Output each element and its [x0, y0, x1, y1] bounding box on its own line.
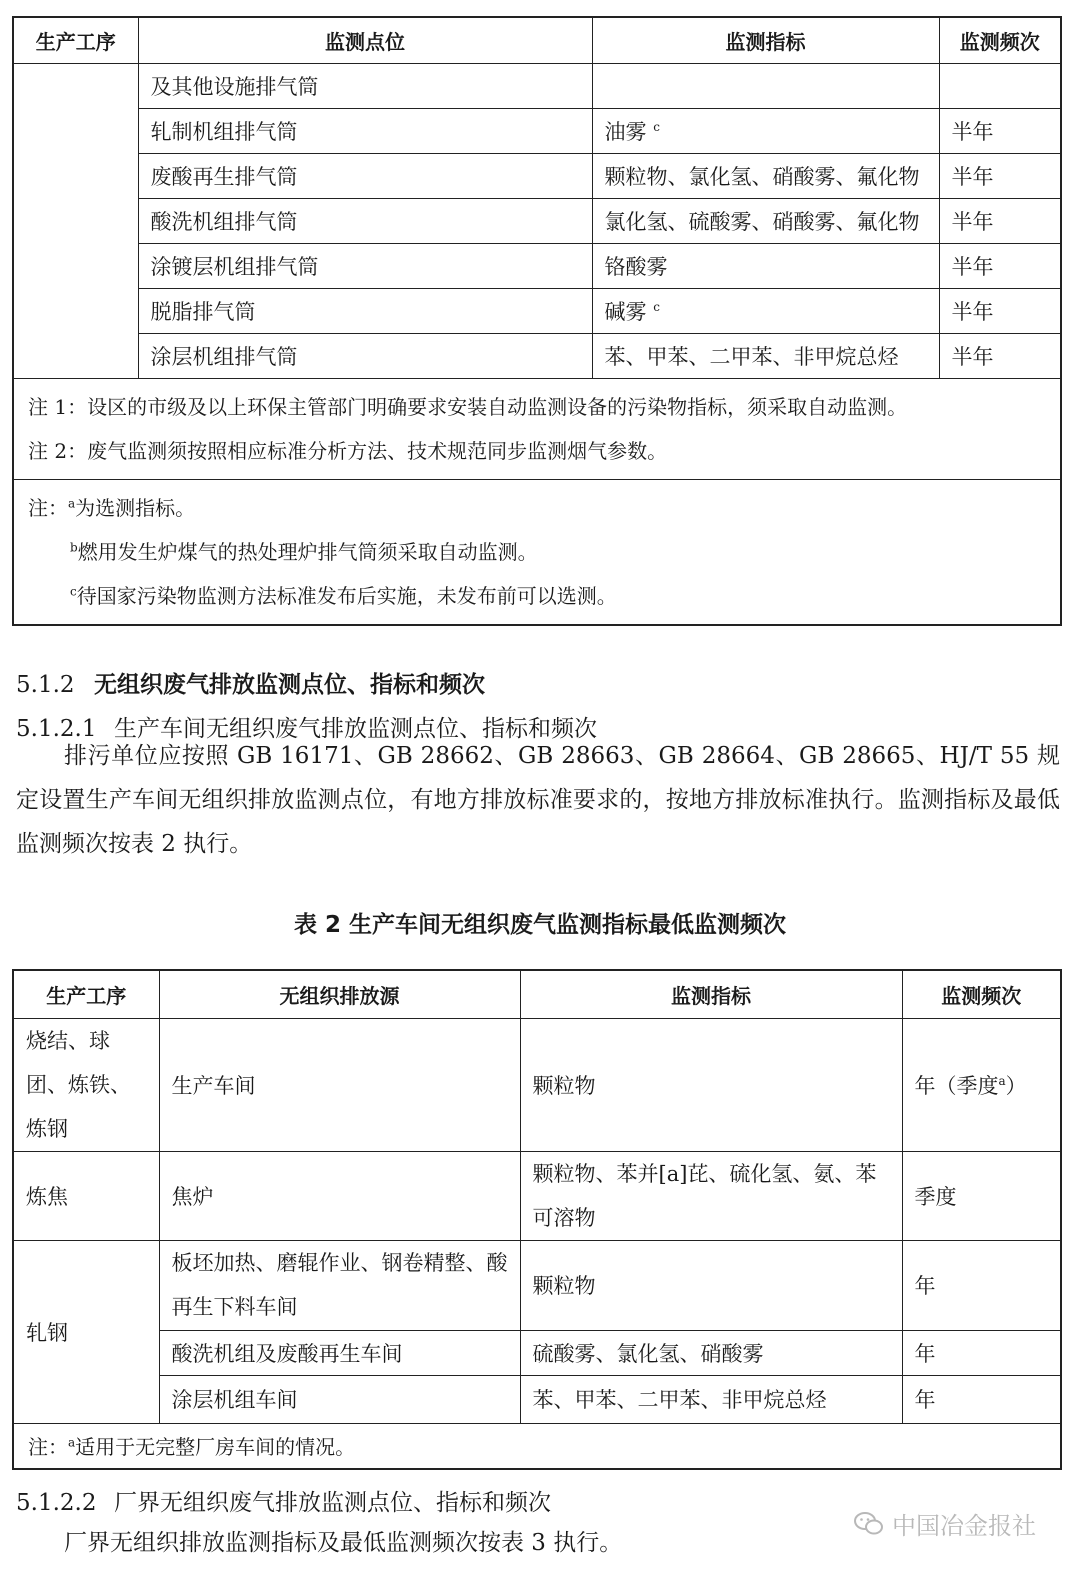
indicator-cell: 氯化氢、硫酸雾、硝酸雾、氟化物 — [592, 198, 939, 243]
footnote-mark: a — [68, 1435, 76, 1450]
source-cell: 焦炉 — [159, 1151, 520, 1240]
table-row — [13, 63, 1061, 108]
point-cell: 轧制机组排气筒 — [138, 108, 592, 153]
table-row — [13, 198, 1061, 243]
table-1 — [12, 16, 1062, 626]
table-2-caption: 表 2 生产车间无组织废气监测指标最低监测频次 — [293, 912, 787, 938]
section-number: 5.1.2 — [16, 672, 75, 698]
section-heading-512 — [16, 666, 485, 699]
notes-row — [13, 378, 1061, 479]
header-process: 生产工序 — [13, 17, 138, 63]
footnote-mark: a — [68, 495, 76, 510]
note-text: 适用于无完整厂房车间的情况。 — [75, 1435, 356, 1460]
indicator-cell: 颗粒物、氯化氢、硝酸雾、氟化物 — [592, 153, 939, 198]
header-process: 生产工序 — [13, 970, 159, 1018]
footnotes-row — [13, 479, 1061, 625]
frequency-cell: 季度 — [902, 1151, 1061, 1240]
indicator-cell — [592, 288, 939, 333]
process-cell: 烧结、球团、炼铁、炼钢 — [13, 1018, 159, 1151]
table-row — [13, 288, 1061, 333]
section-title: 无组织废气排放监测点位、指标和频次 — [94, 672, 485, 698]
source-cell: 涂层机组车间 — [159, 1375, 520, 1423]
source-cell: 酸洗机组及废酸再生车间 — [159, 1330, 520, 1375]
table-row — [13, 333, 1061, 378]
notes-cell — [13, 1423, 1061, 1469]
table-row — [13, 1330, 1061, 1375]
header-indicator: 监测指标 — [592, 17, 939, 63]
source-cell: 生产车间 — [159, 1018, 520, 1151]
table-row — [13, 1375, 1061, 1423]
process-cell: 炼焦 — [13, 1151, 159, 1240]
notes-row — [13, 1423, 1061, 1469]
footnote-mark: a — [998, 1073, 1006, 1088]
indicator-text: 油雾 — [604, 119, 647, 144]
footnote-a — [28, 486, 1046, 530]
frequency-cell: 年 — [902, 1375, 1061, 1423]
frequency-text: ） — [1005, 1073, 1027, 1098]
indicator-cell: 铬酸雾 — [592, 243, 939, 288]
wechat-icon — [854, 1511, 884, 1537]
indicator-cell: 颗粒物 — [520, 1240, 902, 1330]
indicator-text: 碱雾 — [604, 299, 647, 324]
frequency-cell: 年 — [902, 1330, 1061, 1375]
point-cell: 涂镀层机组排气筒 — [138, 243, 592, 288]
footnote-b — [28, 530, 1046, 574]
section-title: 厂界无组织废气排放监测点位、指标和频次 — [114, 1490, 551, 1516]
process-cell: 轧钢 — [13, 1240, 159, 1423]
section-number: 5.1.2.2 — [16, 1490, 97, 1516]
point-cell: 涂层机组排气筒 — [138, 333, 592, 378]
indicator-cell: 苯、甲苯、二甲苯、非甲烷总烃 — [520, 1375, 902, 1423]
indicator-cell: 颗粒物、苯并[a]芘、硫化氢、氨、苯可溶物 — [520, 1151, 902, 1240]
header-frequency: 监测频次 — [902, 970, 1061, 1018]
indicator-cell — [592, 63, 939, 108]
header-indicator: 监测指标 — [520, 970, 902, 1018]
point-cell: 废酸再生排气筒 — [138, 153, 592, 198]
body-paragraph: 厂界无组织排放监测指标及最低监测频次按表 3 执行。 — [64, 1530, 623, 1556]
point-cell: 脱脂排气筒 — [138, 288, 592, 333]
section-heading-5122 — [16, 1484, 551, 1517]
point-cell: 及其他设施排气筒 — [138, 63, 592, 108]
table-header-row — [13, 970, 1061, 1018]
frequency-cell: 半年 — [939, 198, 1061, 243]
frequency-cell: 半年 — [939, 153, 1061, 198]
table-2 — [12, 969, 1062, 1470]
frequency-cell — [902, 1018, 1061, 1151]
footnote-mark: c — [653, 299, 660, 314]
frequency-cell: 年 — [902, 1240, 1061, 1330]
process-cell — [13, 63, 138, 378]
table-row — [13, 1240, 1061, 1330]
footnote-mark: b — [70, 539, 78, 554]
table-row — [13, 153, 1061, 198]
point-cell: 酸洗机组排气筒 — [138, 198, 592, 243]
header-point: 监测点位 — [138, 17, 592, 63]
frequency-cell — [939, 63, 1061, 108]
note-2: 注 2：废气监测须按照相应标准分析方法、技术规范同步监测烟气参数。 — [28, 438, 668, 463]
indicator-cell: 苯、甲苯、二甲苯、非甲烷总烃 — [592, 333, 939, 378]
note-1: 注 1：设区的市级及以上环保主管部门明确要求安装自动监测设备的污染物指标，须采取自动监测。 — [28, 394, 908, 419]
table-header-row — [13, 17, 1061, 63]
footnote-mark: c — [653, 119, 660, 134]
indicator-cell: 硫酸雾、氯化氢、硝酸雾 — [520, 1330, 902, 1375]
header-frequency: 监测频次 — [939, 17, 1061, 63]
footnotes-cell — [13, 479, 1061, 625]
section-number: 5.1.2.1 — [16, 716, 97, 742]
footnote-text: 为选测指标。 — [75, 495, 196, 520]
section-title: 生产车间无组织废气排放监测点位、指标和频次 — [114, 716, 597, 742]
table-row — [13, 108, 1061, 153]
frequency-cell: 半年 — [939, 243, 1061, 288]
footnote-prefix: 注： — [28, 495, 68, 520]
source-cell: 板坯加热、磨辊作业、钢卷精整、酸再生下料车间 — [159, 1240, 520, 1330]
frequency-cell: 半年 — [939, 288, 1061, 333]
frequency-text: 年（季度 — [914, 1073, 999, 1098]
indicator-cell: 颗粒物 — [520, 1018, 902, 1151]
header-source: 无组织排放源 — [159, 970, 520, 1018]
frequency-cell: 半年 — [939, 333, 1061, 378]
frequency-cell: 半年 — [939, 108, 1061, 153]
body-paragraph: 排污单位应按照 GB 16171、GB 28662、GB 28663、GB 28664、GB 28665、HJ/T 55 规定设置生产车间无组织排放监测点位，有地方排放标准要求的，按地方排放标准执行。监测指标及最低监测频次按表 2 执行。 — [16, 743, 1060, 857]
footnote-text: 待国家污染物监测方法标准发布后实施，未发布前可以选测。 — [76, 583, 617, 608]
indicator-cell — [592, 108, 939, 153]
table-row — [13, 1151, 1061, 1240]
watermark-text: 中国冶金报社 — [892, 1512, 1036, 1540]
footnote-c — [28, 574, 1046, 618]
footnote-mark: c — [70, 583, 77, 598]
table-row — [13, 243, 1061, 288]
table-row — [13, 1018, 1061, 1151]
note-prefix: 注： — [28, 1435, 68, 1460]
footnote-text: 燃用发生炉煤气的热处理炉排气筒须采取自动监测。 — [77, 539, 538, 564]
notes-cell — [13, 378, 1061, 479]
watermark — [854, 1506, 1036, 1541]
